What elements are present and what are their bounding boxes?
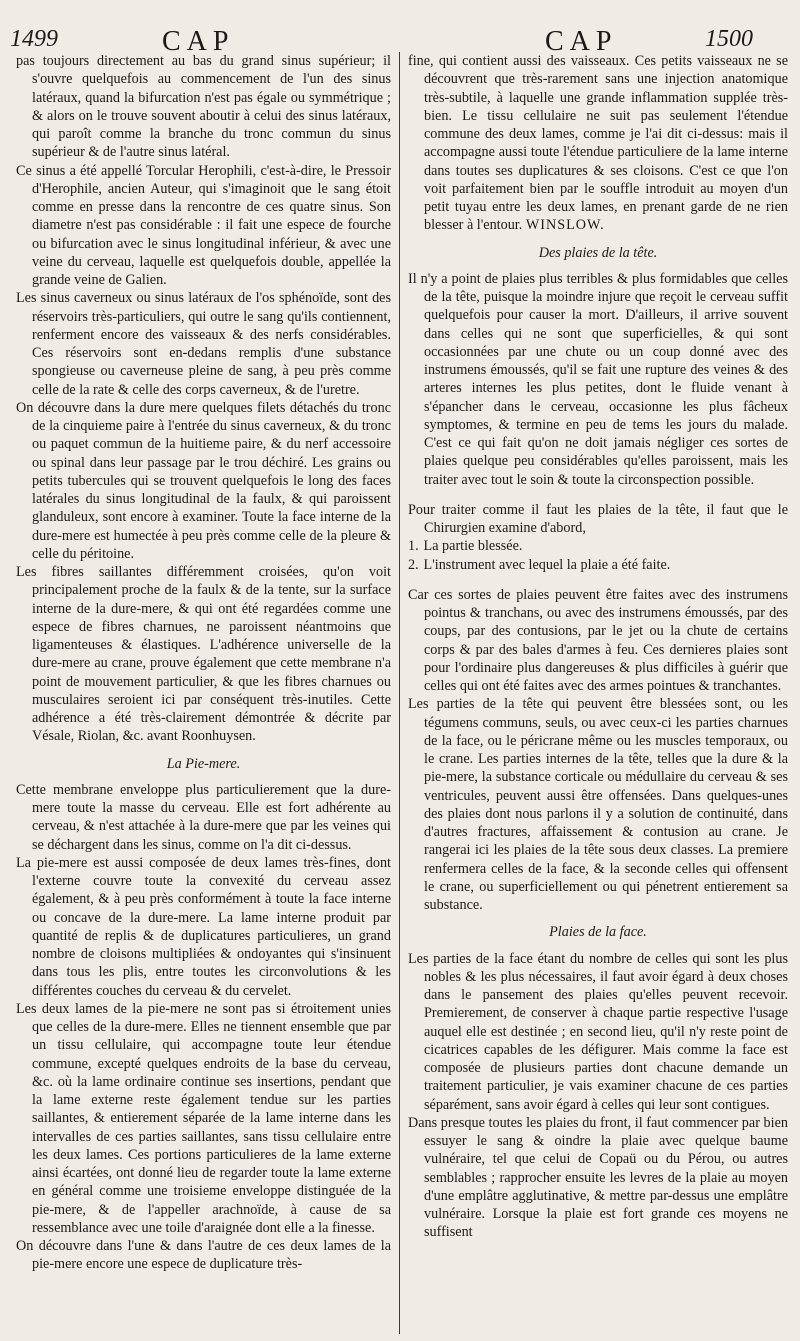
paragraph: [408, 52, 788, 235]
paragraph: La pie-mere est aussi composée de deux lames très-fines, dont l'externe couvre toute la convexité du cerveau assez également, & à peu près conformément à toute la face interne ou concave de la dure-mere. La lame interne produit par quantité de replis & de duplicatures particulieres, un grand nombre de cloisons multipliées & ondoyantes qui s'insinuent dans tous les plis, entre toutes les circonvolutions & les différentes couches du cerveau & du cervelet.: [16, 854, 391, 999]
running-head-right: CAP: [545, 26, 618, 57]
left-column: [16, 52, 391, 1337]
paragraph: Les sinus caverneux ou sinus latéraux de l'os sphénoïde, sont des réservoirs très-particuliers, qui outre le sang qu'ils contiennent, renferment encore des vaisseaux & des nerfs considérables. Ces réservoirs sont en-dedans remplis d'une substance spongieuse ou caverneuse pleine de sang, à peu près comme celle de la rate & celle des corps caverneux, & de l'uretre.: [16, 290, 391, 398]
section-heading-plaies-face: Plaies de la face.: [549, 924, 647, 941]
running-head-left: CAP: [162, 26, 235, 57]
list-number: 2.: [408, 556, 419, 573]
paragraph: On découvre dans la dure mere quelques filets détachés du tronc de la cinquieme paire à l'entrée du sinus caverneux, & du tronc ou paquet commun de la huitieme paire, & du nerf accessoire ou spinal dans leur passage par le trou déchiré. Les grains ou petits tubercules qui se trouvent quelquefois le long des faces latérales du sinus longitudinal de la faulx, & qui paroissent glanduleux, sont encore à examiner. Toute la face interne de la dure-mere est humectée à peu près comme celle de la pleure & celle du péritoine.: [16, 399, 391, 562]
section-heading-plaies-tete: Des plaies de la tête.: [538, 244, 658, 261]
paragraph: Les fibres saillantes différemment croisées, qu'on voit principalement proche de la faulx & de la tente, sur la surface interne de la dure-mere, & qui ont été regardées comme une espece de fibres charnues, ne paroissent néantmoins que ligamenteuses & élastiques. L'adhérence universelle de la dure-mere au crane, prouve également que cette membrane n'a point de mouvement particulier, & que les fibres charnues ou musculaires seroient ici par conséquent très-inutiles. Cette adhérence a été très-clairement démontrée & décrite par Vésale, Riolan, &c. avant Roonhuysen.: [16, 564, 391, 745]
paragraph-text: fine, qui contient aussi des vaisseaux. Ces petits vaisseaux ne se découvrent que très-rarement sans une injection anatomique très-subtile, à laquelle une grande inflammation supplée très-bien. Le tissu cellulaire ne suit pas seulement l'étendue commune des deux lames, comme je l'ai dit ci-dessus: mais il accompagne aussi toute l'étendue particuliere de la lame interne dans toutes ses duplicatures & ses cloisons. C'est ce que l'on voit parfaitement bien par le souffle introduit au moyen d'un petit tuyau entre les deux lames, en prenant garde de ne rien blesser à l'entour.: [408, 53, 788, 234]
paragraph: Les deux lames de la pie-mere ne sont pas si étroitement unies que celles de la dure-mere. Elles ne tiennent ensemble que par un tissu cellulaire, qui accompagne toute leur étendue commune, excepté quelques endroits de la base du cerveau, &c. où la lame ordinaire continue ses insertions, pendant que la lame externe reste également tendue sur les parties saillantes, & entierement séparée de la lame interne dans les intervalles de ces parties saillantes, sans tissu cellulaire entre les deux lames. Ces portions particulieres de la lame externe ainsi écartées, ont donné lieu de regarder toute la lame externe en général comme une troisieme enveloppe distinguée de la pie-mere, & de l'appeller arachnoïde, à cause de sa ressemblance avec une toile d'araignée dont elle a la finesse.: [16, 1000, 391, 1236]
page-number-right: 1500: [705, 26, 753, 52]
paragraph: Cette membrane enveloppe plus particulierement que la dure-mere toute la masse du cerveau. Elle est fort adhérente au cerveau, & n'est attachée à la dure-mere que par les veines qui se déchargent dans les sinus, comme on l'a dit ci-dessus.: [16, 781, 391, 853]
paragraph: Pour traiter comme il faut les plaies de la tête, il faut que le Chirurgien examine d'abord,: [408, 501, 788, 536]
list-text: L'instrument avec lequel la plaie a été faite.: [423, 556, 671, 573]
column-divider: [399, 52, 400, 1334]
paragraph: Les parties de la face étant du nombre de celles qui sont les plus nobles & les plus nécessaires, il faut avoir égard à deux choses dans le pansement des plaies qu'elles peuvent recevoir. Premierement, de conserver à chaque partie respective l'usage auquel elle est destinée ; en second lieu, qu'il n'y reste point de cicatrices capables de les défigurer. Mais comme la face est composée de plusieurs parties dont chacune demande un traitement particulier, je vais examiner chacune de ces parties séparément, sans avoir égard à celles qui leur sont contigues.: [408, 950, 788, 1113]
list-item: [408, 537, 788, 555]
right-column: [408, 52, 788, 1337]
list-item: [408, 556, 788, 574]
list-text: La partie blessée.: [423, 538, 523, 555]
section-heading-pie-mere: La Pie-mere.: [166, 755, 241, 772]
paragraph: Il n'y a point de plaies plus terribles & plus formidables que celles de la tête, puisque la moindre injure que reçoit le cerveau suffit quelquefois pour causer la mort. D'ailleurs, il arrive souvent dans celles qui ne sont que superficielles, & qui sont occasionnées par une chute ou un coup donné avec des instrumens émoussés, qu'il se fait une rupture des veines & des arteres internes les plus petites, dont le fluide venant à s'épancher dans le cerveau, occasionne les plus fâcheux symptomes, & termine en peu de tems les jours du malade. C'est ce qui fait qu'on ne doit jamais négliger ces sortes de plaies quelque peu considérables qu'elles paroissent, mais les traiter avec tout le soin & toute la circonspection possible.: [408, 270, 788, 488]
paragraph: On découvre dans l'une & dans l'autre de ces deux lames de la pie-mere encore une espece de duplicature très-: [16, 1238, 391, 1273]
paragraph: pas toujours directement au bas du grand sinus supérieur; il s'ouvre quelquefois au commencement de l'un des sinus latéraux, quand la bifurcation n'est pas égale ou symmétrique ; & alors on le trouve souvent aboutir à celui des sinus latéraux, qui paroît comme la branche du tronc commun du sinus supérieur & de l'autre sinus latéral.: [16, 53, 391, 161]
paragraph: Car ces sortes de plaies peuvent être faites avec des instrumens pointus & tranchans, ou avec des instrumens émoussés, par des coups, par des contusions, par le jet ou la chute de certains corps & par des bales d'armes à feu. Ces dernieres plaies sont pour l'ordinaire plus dangereuses & plus difficiles à guérir que celles qui ont été faites avec des armes pointues & tranchantes.: [408, 586, 788, 694]
list-number: 1.: [408, 538, 419, 555]
author-signature: WINSLOW.: [525, 217, 605, 234]
paragraph: Les parties de la tête qui peuvent être blessées sont, ou les tégumens communs, seuls, ou avec ceux-ci les parties charnues de la face, ou le péricrane même ou les muscles temporaux, ou le crane. Les parties internes de la tête, telles que la dure & la pie-mere, la substance corticale ou médullaire du cerveau & ses ventricules, peuvent aussi être offensées. Dans quelques-unes des plaies dont nous parlons il y a solution de continuité, dans d'autres fractures, affaissement & contusion au crane. Je rangerai ici les plaies de la tête sous deux classes. La premiere renfermera celles de la face, & la seconde celles qui offensent le crane, ou superficiellement ou qui pénetrent entierement sa substance.: [408, 696, 788, 913]
page-number-left: 1499: [10, 26, 58, 52]
paragraph: Dans presque toutes les plaies du front, il faut commencer par bien essuyer le sang & oindre la plaie avec quelque baume vulnéraire, tel que celui de Copaü ou du Pérou, ou autres semblables ; rapprocher ensuite les levres de la plaie au moyen d'une emplâtre agglutinative, & mettre par-dessus une emplâtre vulnéraire. Lorsque la plaie est fort grande ces moyens ne suffisent: [408, 1114, 788, 1241]
paragraph: Ce sinus a été appellé Torcular Herophili, c'est-à-dire, le Pressoir d'Herophile, ancien Auteur, qui s'imaginoit que le sang étoit comme en presse dans la rencontre de ces quatre sinus. Son diametre n'est pas considérable : il fait une espece de fourche ou bifurcation avec le sinus longitudinal inférieur, & avec une veine du cerveau, laquelle est quelquefois double, appellée la grande veine de Galien.: [16, 162, 391, 288]
